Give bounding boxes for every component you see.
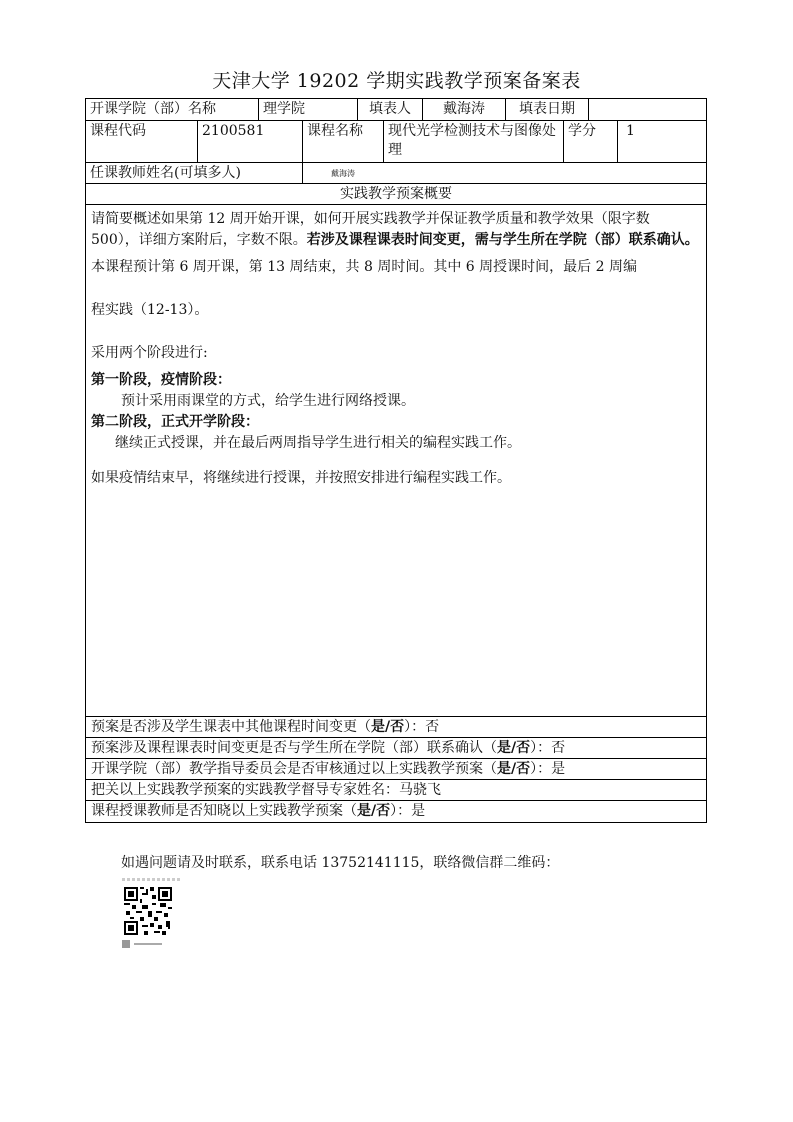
instruction-bold: 若涉及课程课表时间变更，需与学生所在学院（部）联系确认。 bbox=[306, 232, 699, 248]
course-name-value[interactable]: 现代光学检测技术与图像处理 bbox=[384, 121, 564, 162]
credit-value[interactable]: 1 bbox=[626, 123, 635, 139]
question-options: 是/否 bbox=[497, 740, 531, 756]
qr-footer-text bbox=[134, 943, 162, 945]
question-suffix: ）： bbox=[530, 761, 552, 777]
question-suffix: ）： bbox=[404, 719, 426, 735]
question-text: 预案是否涉及学生课表中其他课程时间变更（ bbox=[91, 719, 371, 735]
date-value[interactable] bbox=[589, 99, 706, 120]
course-code-label: 课程代码 bbox=[86, 121, 198, 162]
question-answer[interactable]: 否 bbox=[551, 740, 566, 756]
question-options: 是/否 bbox=[371, 719, 405, 735]
question-options: 是/否 bbox=[497, 761, 531, 777]
filler-label: 填表人 bbox=[358, 99, 423, 120]
date-label: 填表日期 bbox=[506, 99, 589, 120]
document-title: 天津大学 19202 学期实践教学预案备案表 bbox=[212, 70, 581, 92]
question-answer[interactable]: 是 bbox=[551, 761, 566, 777]
college-label: 开课学院（部）名称 bbox=[86, 99, 259, 120]
plan-para-3: 如果疫情结束早，将继续进行授课，并按照安排进行编程实践工作。 bbox=[91, 470, 511, 486]
row-college bbox=[86, 99, 706, 121]
question-answer[interactable]: 是 bbox=[411, 803, 426, 819]
question-row[interactable] bbox=[86, 717, 706, 738]
section-header-row bbox=[86, 184, 706, 205]
course-code-value[interactable]: 2100581 bbox=[198, 121, 303, 162]
filing-form-table bbox=[85, 98, 707, 823]
plan-para-2: 采用两个阶段进行: bbox=[91, 345, 208, 361]
instruction-text bbox=[91, 209, 701, 251]
question-text: 开课学院（部）教学指导委员会是否审核通过以上实践教学预案（ bbox=[91, 761, 497, 777]
question-text: 把关以上实践教学预案的实践教学督导专家姓名： bbox=[91, 782, 399, 798]
question-text: 预案涉及课程课表时间变更是否与学生所在学院（部）联系确认（ bbox=[91, 740, 497, 756]
stage2-title-text: 第二阶段，正式开学阶段： bbox=[91, 414, 259, 430]
course-name-label: 课程名称 bbox=[303, 121, 384, 162]
question-suffix: ）： bbox=[390, 803, 412, 819]
question-answer[interactable]: 马骁飞 bbox=[399, 782, 441, 798]
contact-info: 如遇问题请及时联系，联系电话 13752141115，联络微信群二维码： bbox=[121, 855, 560, 871]
question-row[interactable] bbox=[86, 780, 706, 801]
stage1-title-text: 第一阶段，疫情阶段： bbox=[91, 372, 231, 388]
teacher-label: 任课教师姓名(可填多人) bbox=[86, 163, 303, 183]
question-row[interactable] bbox=[86, 738, 706, 759]
qr-caption bbox=[122, 878, 180, 881]
question-suffix: ）： bbox=[530, 740, 552, 756]
question-row[interactable] bbox=[86, 759, 706, 780]
plan-para-1-cont: 程实践（12-13）。 bbox=[91, 302, 209, 318]
plan-para-1: 本课程预计第 6 周开课，第 13 周结束，共 8 周时间。其中 6 周授课时间，最后 2 周编 bbox=[91, 259, 637, 275]
stage1-text: 预计采用雨课堂的方式，给学生进行网络授课。 bbox=[121, 393, 415, 409]
summary-cell[interactable] bbox=[86, 205, 706, 717]
qr-code-icon bbox=[124, 887, 172, 935]
row-course bbox=[86, 121, 706, 163]
question-options: 是/否 bbox=[357, 803, 391, 819]
filler-value[interactable]: 戴海涛 bbox=[423, 99, 506, 120]
teacher-value[interactable]: 戴海涛 bbox=[331, 169, 355, 178]
question-text: 课程授课教师是否知晓以上实践教学预案（ bbox=[91, 803, 357, 819]
qr-footer bbox=[122, 940, 162, 948]
stage1-title bbox=[91, 370, 701, 391]
credit-label: 学分 bbox=[564, 121, 618, 162]
question-row[interactable] bbox=[86, 801, 706, 822]
stage2-text: 继续正式授课，并在最后两周指导学生进行相关的编程实践工作。 bbox=[115, 435, 521, 451]
avatar bbox=[122, 940, 130, 948]
college-value[interactable]: 理学院 bbox=[259, 99, 358, 120]
section-header: 实践教学预案概要 bbox=[340, 186, 452, 202]
stage2-title bbox=[91, 412, 701, 433]
instruction-normal: 请简要概述如果第 12 周开始开课，如何开展实践教学并保证教学质量和教学效果（限字数 500），详细方案附后，字数不限。 bbox=[91, 211, 650, 248]
row-teacher bbox=[86, 163, 706, 184]
question-answer[interactable]: 否 bbox=[425, 719, 440, 735]
